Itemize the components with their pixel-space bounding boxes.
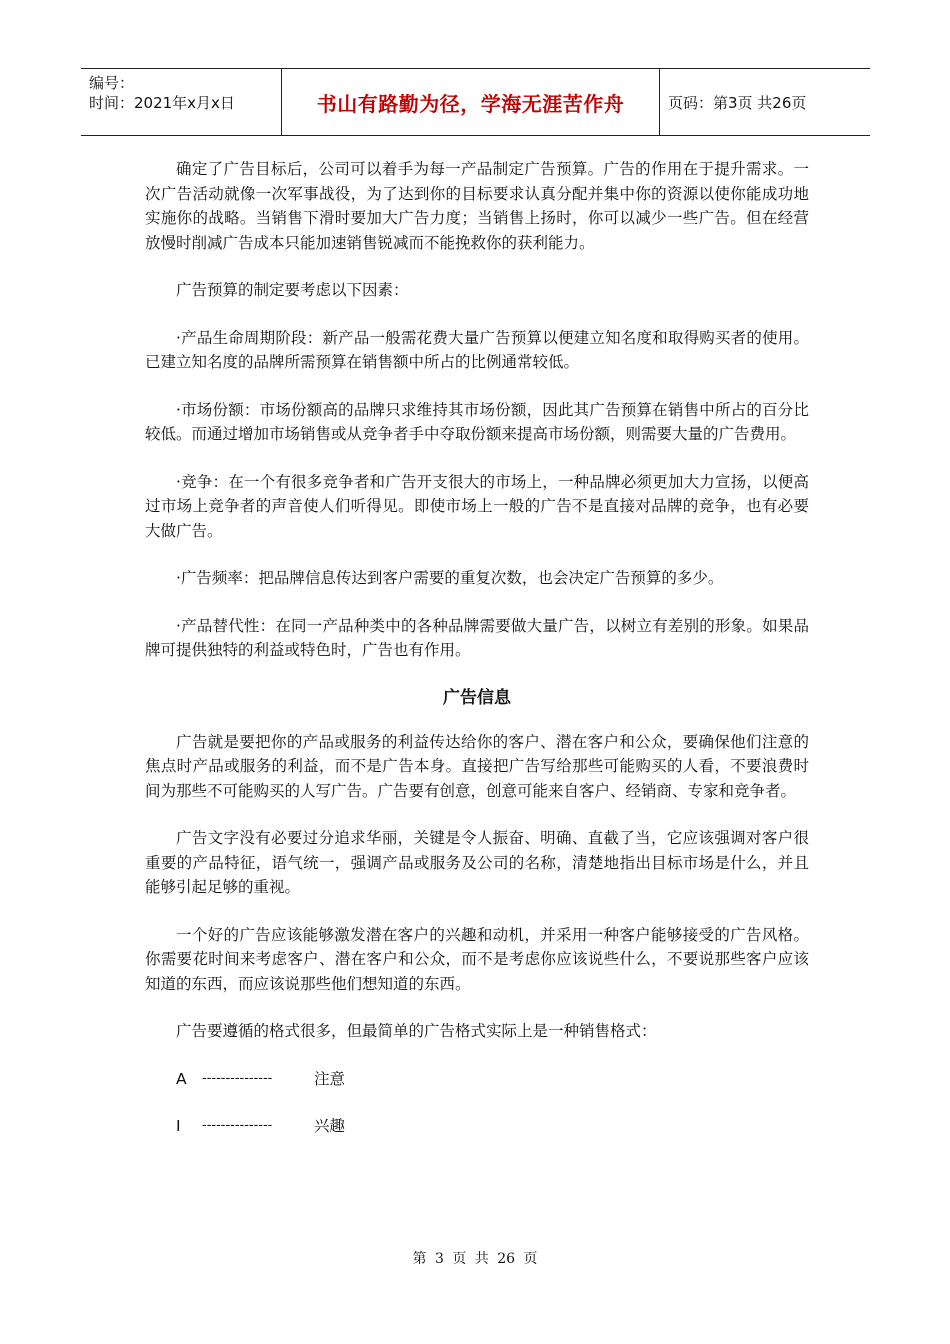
body-paragraph: 广告预算的制定要考虑以下因素： [176, 281, 409, 299]
header-motto: 书山有路勤为径，学海无涯苦作舟 [282, 69, 660, 135]
body-paragraph: ·市场份额：市场份额高的品牌只求维持其市场份额，因此其广告预算在销售中所占的百分比较低。而通过增加市场销售或从竞争者手中夺取份额来提高市场份额，则需要大量的广告费用。 [145, 400, 809, 443]
body-paragraph: 一个好的广告应该能够激发潜在客户的兴趣和动机，并采用一种客户能够接受的广告风格。你需要花时间来考虑客户、潜在客户和公众，而不是考虑你应该说些什么，不要说那些客户应该知道的东西，而应该说那些他们想知道的东西。 [145, 925, 809, 993]
section-heading: 广告信息 [443, 687, 511, 708]
format-dashes: --------------- [202, 1070, 273, 1086]
body-paragraph: ·产品生命周期阶段：新产品一般需花费大量广告预算以便建立知名度和取得购买者的使用。已建立知名度的品牌所需预算在销售额中所占的比例通常较低。 [145, 328, 809, 371]
body-paragraph: ·广告频率：把品牌信息传达到客户需要的重复次数，也会决定广告预算的多少。 [176, 569, 724, 587]
page-header [81, 68, 870, 136]
body-paragraph: 广告文字没有必要过分追求华丽，关键是令人振奋、明确、直截了当，它应该强调对客户很重要的产品特征，语气统一，强调产品或服务及公司的名称，清楚地指出目标市场是什么，并且能够引起足够的重视。 [145, 829, 809, 896]
body-paragraph: 确定了广告目标后，公司可以着手为每一产品制定广告预算。广告的作用在于提升需求。一次广告活动就像一次军事战役，为了达到你的目标要求认真分配并集中你的资源以使你能成功地实施你的战略。当销售下滑时要加大广告力度；当销售上扬时，你可以减少一些广告。但在经营放慢时削减广告成本只能加速销售锐减而不能挽救你的获利能力。 [145, 160, 809, 252]
body-paragraph: 广告就是要把你的产品或服务的利益传达给你的客户、潜在客户和公众，要确保他们注意的焦点时产品或服务的利益，而不是广告本身。直接把广告写给那些可能购买的人看，不要浪费时间为那些不可能购买的人写广告。广告要有创意，创意可能来自客户、经销商、专家和竞争者。 [145, 732, 809, 800]
header-page-info: 页码：第3页 共26页 [668, 93, 807, 112]
body-paragraph: ·竞争：在一个有很多竞争者和广告开支很大的市场上，一种品牌必须更加大力宣扬，以便高过市场上竞争者的声音使人们听得见。即使市场上一般的广告不是直接对品牌的竞争，也有必要大做广告。 [145, 472, 809, 540]
page-footer: 第 3 页 共 26 页 [412, 1251, 538, 1267]
format-dashes: --------------- [202, 1117, 273, 1133]
document-body [145, 157, 809, 1161]
format-meaning: 注意 [314, 1069, 346, 1088]
format-item-interest [145, 1114, 809, 1138]
header-meta [81, 69, 282, 135]
body-paragraph: 广告要遵循的格式很多，但最简单的广告格式实际上是一种销售格式： [176, 1022, 657, 1040]
format-letter: A [176, 1069, 187, 1088]
body-paragraph: ·产品替代性：在同一产品种类中的各种品牌需要做大量广告，以树立有差别的形象。如果品牌可提供独特的利益或特色时，广告也有作用。 [145, 616, 809, 659]
document-date: 时间：2021年x月x日 [89, 94, 235, 112]
document-number-label: 编号： [89, 74, 135, 92]
format-item-attention [145, 1067, 809, 1091]
format-meaning: 兴趣 [314, 1116, 346, 1135]
format-letter: I [176, 1116, 181, 1135]
